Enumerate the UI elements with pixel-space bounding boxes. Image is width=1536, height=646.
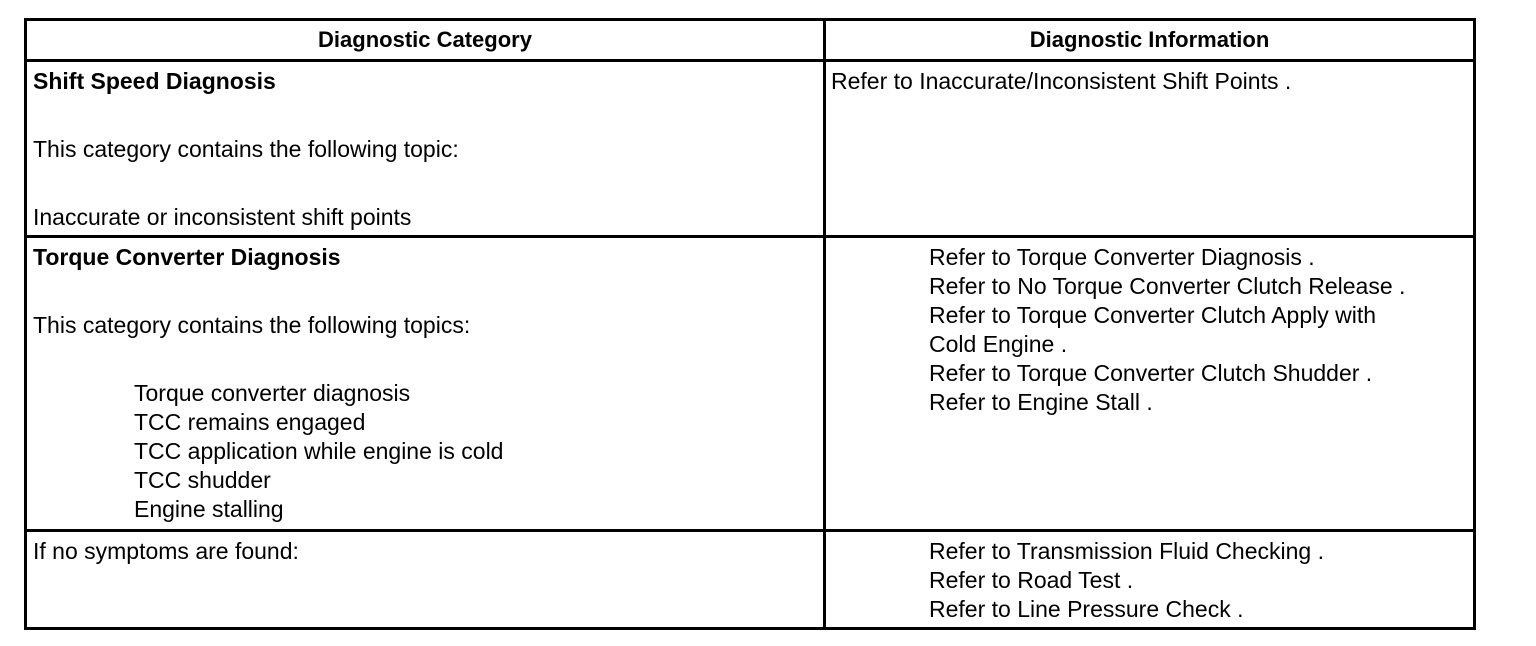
- information-cell: [825, 237, 1475, 530]
- info-list: [826, 537, 1473, 624]
- info-link-continuation[interactable]: Cold Engine .: [929, 331, 1068, 358]
- topic-item: TCC application while engine is cold: [134, 438, 504, 465]
- category-intro: This category contains the following topic:: [33, 136, 459, 163]
- category-title: Torque Converter Diagnosis: [33, 244, 341, 271]
- category-cell: [26, 530, 825, 628]
- info-link[interactable]: Refer to Transmission Fluid Checking .: [929, 537, 1324, 564]
- category-cell: [26, 61, 825, 237]
- topic-item: Torque converter diagnosis: [134, 380, 411, 407]
- category-intro: This category contains the following topics:: [33, 312, 471, 339]
- info-link[interactable]: Refer to Torque Converter Clutch Shudder .: [929, 360, 1373, 387]
- category-intro: If no symptoms are found:: [33, 537, 299, 564]
- table-row: [26, 61, 1475, 237]
- info-link[interactable]: Refer to Line Pressure Check .: [929, 595, 1244, 622]
- info-link[interactable]: Refer to Inaccurate/Inconsistent Shift Points .: [831, 68, 1292, 95]
- info-link[interactable]: Refer to Torque Converter Diagnosis .: [929, 244, 1315, 271]
- info-list: [826, 243, 1473, 417]
- info-link[interactable]: Refer to Torque Converter Clutch Apply with: [929, 302, 1377, 329]
- diagnostic-table: [24, 18, 1476, 630]
- info-link[interactable]: Refer to Engine Stall .: [929, 389, 1153, 416]
- category-cell: [26, 237, 825, 530]
- info-link[interactable]: Refer to No Torque Converter Clutch Release .: [929, 273, 1406, 300]
- header-row: [26, 20, 1475, 61]
- information-cell: [825, 530, 1475, 628]
- header-diagnostic-information: Diagnostic Information: [825, 20, 1475, 61]
- info-link[interactable]: Refer to Road Test .: [929, 566, 1134, 593]
- table-row: [26, 237, 1475, 530]
- topic-item: TCC remains engaged: [134, 409, 366, 436]
- topic-item: Engine stalling: [134, 496, 284, 523]
- topic-item: Inaccurate or inconsistent shift points: [33, 204, 412, 231]
- table-row: [26, 530, 1475, 628]
- information-cell: [825, 61, 1475, 237]
- category-title: Shift Speed Diagnosis: [33, 68, 276, 95]
- topic-list: [33, 379, 823, 524]
- header-diagnostic-category: Diagnostic Category: [26, 20, 825, 61]
- topic-item: TCC shudder: [134, 467, 271, 494]
